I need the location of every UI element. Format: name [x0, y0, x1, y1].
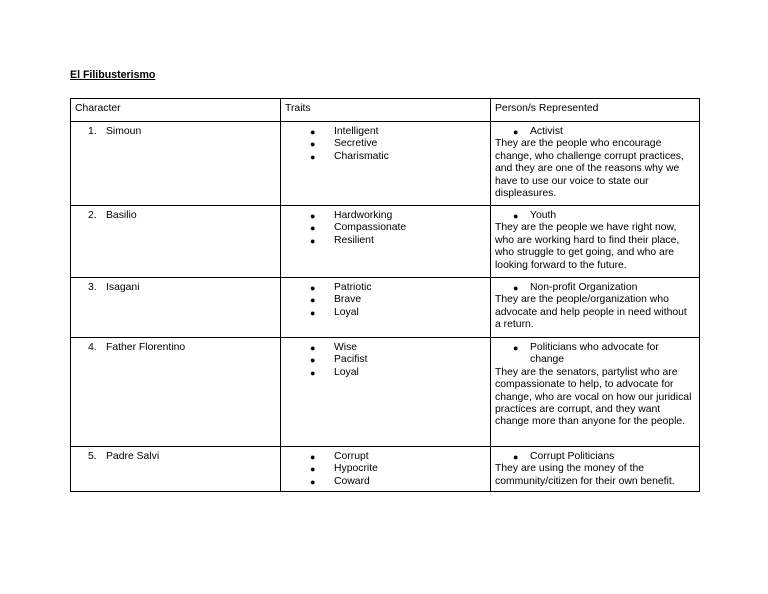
- characters-table: [70, 98, 700, 492]
- list-item: ● Resilient: [310, 234, 374, 246]
- row-number: 4.: [88, 342, 97, 353]
- represented-description: They are using the money of the community/citizen for their own benefit.: [495, 463, 675, 487]
- character-name: Father Florentino: [106, 342, 186, 353]
- bullet-icon: ●: [513, 343, 519, 353]
- table-row: [71, 278, 700, 338]
- bullet-icon: ●: [310, 476, 316, 487]
- bullet-icon: ●: [310, 127, 316, 137]
- row-number: 3.: [88, 282, 97, 293]
- bullet-icon: ●: [310, 464, 316, 475]
- represented-cell: [491, 338, 700, 447]
- character-name: Simoun: [106, 126, 142, 137]
- table-header-row: [71, 99, 700, 122]
- represented-cell: [491, 447, 700, 492]
- character-cell: [71, 338, 281, 447]
- header-persons-represented: Person/s Represented: [491, 99, 700, 122]
- row-number: 2.: [88, 210, 97, 221]
- table-row: [71, 338, 700, 447]
- bullet-icon: ●: [310, 307, 316, 318]
- traits-cell: [281, 338, 491, 447]
- represented-description: They are the senators, partylist who are compassionate to help, to advocate for change, who are vocal on how our juridical practices are corrupt, and they want change more than anyone for the people.: [495, 366, 692, 428]
- bullet-icon: ●: [310, 211, 316, 221]
- represented-heading: ● Youth: [513, 210, 557, 221]
- bullet-icon: ●: [310, 355, 316, 366]
- bullet-icon: ●: [310, 343, 316, 353]
- row-number: 1.: [88, 126, 97, 137]
- table-row: [71, 122, 700, 206]
- bullet-icon: ●: [310, 367, 316, 378]
- bullet-icon: ●: [513, 211, 519, 221]
- traits-cell: [281, 447, 491, 492]
- bullet-icon: ●: [513, 127, 519, 137]
- list-item: ● Compassionate: [310, 222, 407, 234]
- list-item: ● Secretive: [310, 138, 378, 150]
- table-row: [71, 206, 700, 278]
- bullet-icon: ●: [310, 452, 316, 462]
- traits-list: [285, 126, 486, 163]
- list-item: ● Hypocrite: [310, 463, 378, 475]
- traits-list: [285, 210, 486, 247]
- represented-description: They are the people/organization who advocate and help people in need without a return.: [495, 294, 687, 331]
- document-title: El Filibusterismo: [70, 69, 156, 81]
- bullet-icon: ●: [513, 283, 519, 293]
- list-item: ● Intelligent: [310, 126, 379, 137]
- bullet-icon: ●: [513, 452, 519, 462]
- character-cell: [71, 278, 281, 338]
- represented-heading: ● Politicians who advocate for change: [513, 342, 659, 366]
- header-character: Character: [71, 99, 281, 122]
- list-item: ● Hardworking: [310, 210, 393, 221]
- list-item: ● Coward: [310, 475, 370, 487]
- character-cell: [71, 122, 281, 206]
- list-item: ● Loyal: [310, 366, 359, 378]
- list-item: ● Pacifist: [310, 354, 368, 366]
- bullet-icon: ●: [310, 235, 316, 246]
- represented-cell: [491, 278, 700, 338]
- bullet-icon: ●: [310, 151, 316, 162]
- traits-cell: [281, 122, 491, 206]
- represented-description: They are the people we have right now, who are working hard to find their place, who struggle to get going, and who are looking forward to the future.: [495, 222, 680, 271]
- represented-cell: [491, 122, 700, 206]
- traits-list: [285, 282, 486, 319]
- header-traits: Traits: [281, 99, 491, 122]
- represented-cell: [491, 206, 700, 278]
- represented-heading: ● Corrupt Politicians: [513, 451, 615, 462]
- list-item: ● Charismatic: [310, 150, 389, 162]
- traits-cell: [281, 278, 491, 338]
- represented-heading: ● Activist: [513, 126, 563, 137]
- traits-list: [285, 451, 486, 488]
- list-item: ● Brave: [310, 294, 362, 306]
- list-item: ● Patriotic: [310, 282, 372, 293]
- list-item: ● Wise: [310, 342, 358, 353]
- list-item: ● Loyal: [310, 306, 359, 318]
- character-name: Padre Salvi: [106, 451, 160, 462]
- represented-heading: ● Non-profit Organization: [513, 282, 638, 293]
- bullet-icon: ●: [310, 223, 316, 234]
- row-number: 5.: [88, 451, 97, 462]
- character-name: Isagani: [106, 282, 140, 293]
- list-item: ● Corrupt: [310, 451, 369, 462]
- character-name: Basilio: [106, 210, 137, 221]
- character-cell: [71, 447, 281, 492]
- bullet-icon: ●: [310, 139, 316, 150]
- bullet-icon: ●: [310, 295, 316, 306]
- table-row: [71, 447, 700, 492]
- character-cell: [71, 206, 281, 278]
- traits-list: [285, 342, 486, 379]
- represented-description: They are the people who encourage change, who challenge corrupt practices, and they are one of the reasons why we have to use our voice to state our displeasures.: [495, 138, 684, 200]
- traits-cell: [281, 206, 491, 278]
- bullet-icon: ●: [310, 283, 316, 293]
